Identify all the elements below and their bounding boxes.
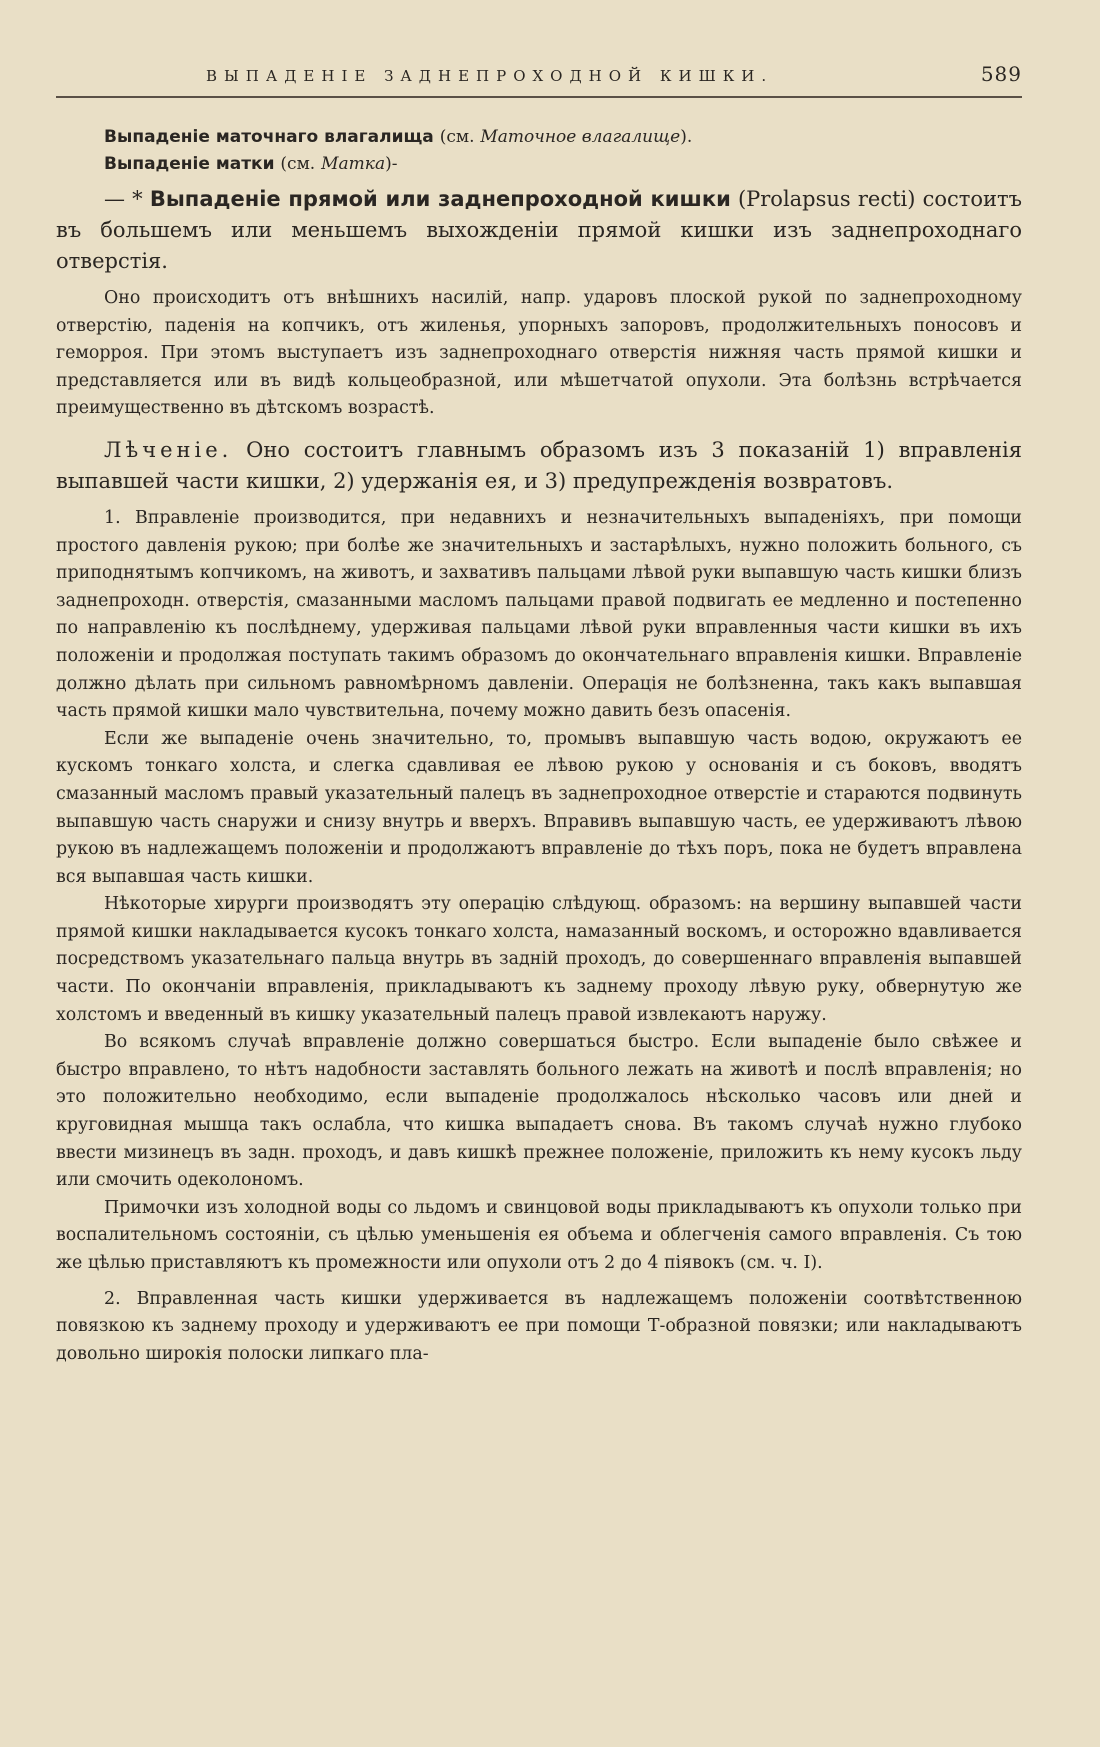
paragraph-retention: 2. Вправленная часть кишки удерживается въ надлежащемъ положеніи соотвѣтственною повязкою къ заднему проходу и удерживаютъ ее при помощи Т-образной повязки; или накладываютъ довольно широкія полоски липкаго пла- [56, 1288, 1022, 1364]
paragraph-reduction: 1. Вправленіе производится, при недавнихъ и незначительныхъ выпаденіяхъ, при помощи простого давленія рукою; при болѣе же значительныхъ и застарѣлыхъ, нужно положить больного, съ приподнятымъ копчикомъ, на животъ, и захвативъ пальцами лѣвой руки выпавшую часть кишки близъ заднепроходн. отверстія, смазанными масломъ пальцами правой подвигать ее медленно и постепенно по направленію къ послѣднему, удерживая пальцами лѣвой руки вправленныя части кишки въ ихъ положеніи и продолжая поступать такимъ образомъ до окончательнаго вправленія кишки. Вправленіе должно дѣлать при сильномъ равномѣрномъ давленіи. Операція не болѣзненна, такъ какъ выпавшая часть прямой кишки мало чувствительна, почему можно давить безъ опасенія. [56, 507, 1022, 722]
entry-ref-prefix: (см. [280, 154, 316, 174]
cross-reference-entry [104, 151, 1022, 178]
paragraph-causes: Оно происходитъ отъ внѣшнихъ насилій, напр. ударовъ плоской рукой по заднепроходному отверстію, паденія на копчикъ, отъ жиленья, упорныхъ запоровъ, продолжительныхъ поносовъ и геморроя. При этомъ выступаетъ изъ заднепроходнаго отверстія нижняя часть прямой кишки и представляется или въ видѣ кольцеобразной, или мѣшетчатой опухоли. Эта болѣзнь встрѣчается преимущественно въ дѣтскомъ возрастѣ. [56, 288, 1022, 419]
treatment-section [56, 435, 1022, 497]
entry-ref-suffix: ). [680, 127, 693, 147]
article-heading [56, 184, 1022, 277]
running-head [56, 62, 1022, 98]
running-title: ВЫПАДЕНІЕ ЗАДНЕПРОХОДНОЙ КИШКИ. [206, 67, 774, 85]
entry-ref-suffix: )- [385, 154, 398, 174]
paragraph-compresses: Примочки изъ холодной воды со льдомъ и свинцовой воды прикладываютъ къ опухоли только при воспалительномъ состояніи, съ цѣлью уменьшенія ея объема и облегченія самого вправленія. Съ тою же цѣлью приставляютъ къ промежности или опухоли отъ 2 до 4 піявокъ (см. ч. I). [56, 1197, 1022, 1273]
entry-ref-target: Маточное влагалище [480, 127, 681, 147]
page-number: 589 [980, 62, 1022, 86]
paragraph-surgeons-method: Нѣкоторые хирурги производятъ эту операцію слѣдующ. образомъ: на вершину выпавшей части прямой кишки накладывается кусокъ тонкаго холста, намазанный воскомъ, и осторожно вдавливается посредствомъ указательнаго пальца внутрь въ задній проходъ, до совершеннаго вправленія выпавшей части. По окончаніи вправленія, прикладываютъ къ заднему проходу лѣвую руку, обвернутую же холстомъ и введенный въ кишку указательный палецъ правой извлекаютъ наружу. [56, 894, 1022, 1025]
treatment-label: Лѣченіе. [104, 437, 233, 462]
article-asterisk: * [132, 187, 150, 211]
cross-reference-entry [104, 124, 1022, 151]
entry-term: Выпаденіе матки [104, 154, 275, 174]
article-title: Выпаденіе прямой или заднепроходной кишки [149, 187, 731, 211]
entry-ref-prefix: (см. [439, 127, 475, 147]
entry-term: Выпаденіе маточнаго влагалища [104, 127, 434, 147]
article-latin: (Prolapsus recti) [730, 187, 916, 211]
entry-ref-target: Матка [321, 154, 386, 174]
article-dash: — [104, 187, 133, 211]
article-definition: состоитъ въ большемъ или меньшемъ выхожденіи прямой кишки изъ заднепроходнаго отверстія. [56, 187, 1022, 273]
paragraph-speed: Во всякомъ случаѣ вправленіе должно совершаться быстро. Если выпаденіе было свѣжее и быстро вправлено, то нѣтъ надобности заставлять больного лежать на животѣ и послѣ вправленія; но это положительно необходимо, если выпаденіе продолжалось нѣсколько часовъ или дней и круговидная мышца такъ ослабла, что кишка выпадаетъ снова. Въ такомъ случаѣ нужно глубоко ввести мизинецъ въ задн. проходъ, и давъ кишкѣ прежнее положеніе, приложить къ нему кусокъ льду или смочить одеколономъ. [56, 1032, 1022, 1191]
paragraph-severe-prolapse: Если же выпаденіе очень значительно, то, промывъ выпавшую часть водою, окружаютъ ее кускомъ тонкаго холста, и слегка сдавливая ее лѣвою рукою у основанія и съ боковъ, вводятъ смазанный масломъ правый указательный палецъ въ заднепроходное отверстіе и стараются подвинуть выпавшую часть снаружи и снизу внутрь и вверхъ. Вправивъ выпавшую часть, ее удерживаютъ лѣвою рукою въ надлежащемъ положеніи и продолжаютъ вправленіе до тѣхъ поръ, пока не будетъ вправлена вся выпавшая часть кишки. [56, 728, 1022, 887]
treatment-text: Оно состоитъ главнымъ образомъ изъ 3 показаній 1) вправленія выпавшей части кишки, 2) удержанія ея, и 3) предупрежденія возвратовъ. [56, 437, 1022, 493]
